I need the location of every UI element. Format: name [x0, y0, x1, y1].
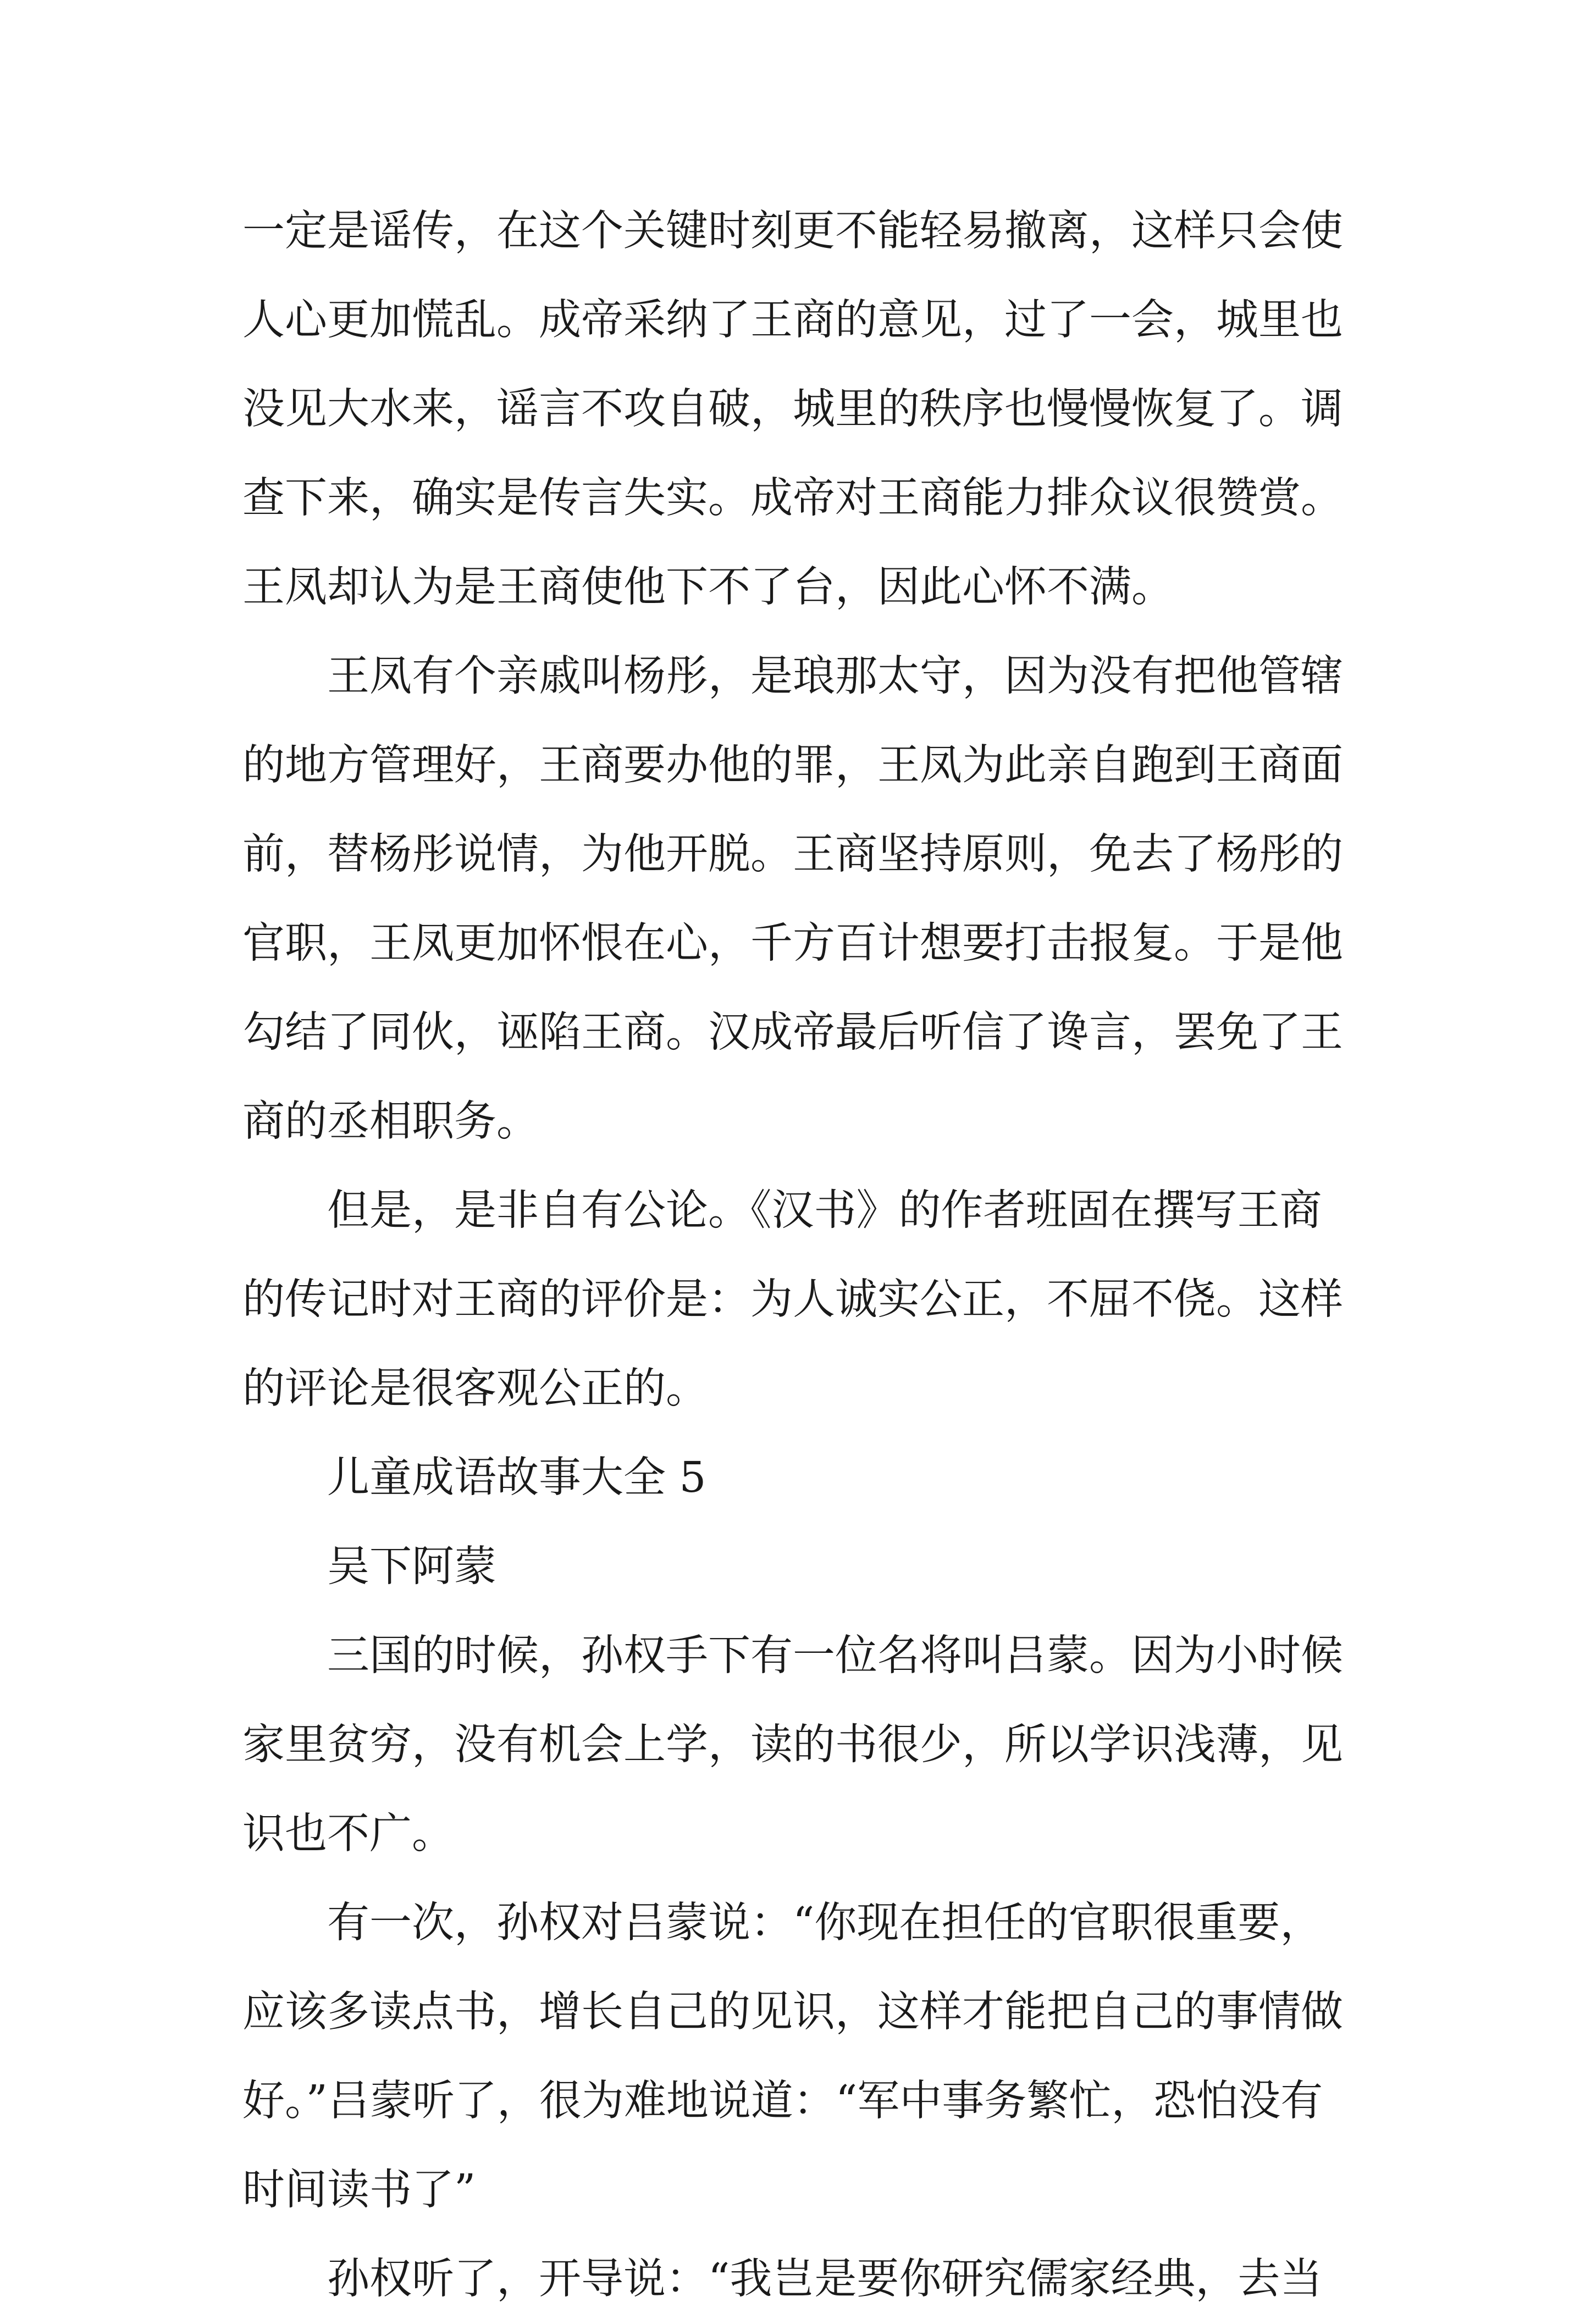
paragraph-lu-meng-intro: 三国的时候，孙权手下有一位名将叫吕蒙。因为小时候家里贫穷，没有机会上学，读的书很少，所以学识浅薄，见识也不广。 — [242, 1631, 1343, 1858]
document-body — [242, 187, 1353, 2324]
story-title: 吴下阿蒙 — [327, 1542, 496, 1591]
paragraph-continuation: 一定是谣传，在这个关键时刻更不能轻易撤离，这样只会使人心更加慌乱。成帝采纳了王商的意见，过了一会，城里也没见大水来，谣言不攻自破，城里的秩序也慢慢恢复了。调查下来，确实是传言失实。成帝对王商能力排众议很赞赏。王凤却认为是王商使他下不了台，因此心怀不满。 — [242, 207, 1343, 612]
paragraph-public-opinion: 但是，是非自有公论。《汉书》的作者班固在撰写王商的传记时对王商的评价是：为人诚实公正，不屈不侥。这样的评论是很客观公正的。 — [242, 1186, 1343, 1413]
paragraph-wang-feng-relative: 王凤有个亲戚叫杨彤，是琅那太守，因为没有把他管辖的地方管理好，王商要办他的罪，王凤为此亲自跑到王商面前，替杨彤说情，为他开脱。王商坚持原则，免去了杨彤的官职，王凤更加怀恨在心，千方百计想要打击报复。于是他勾结了同伙，诬陷王商。汉成帝最后听信了谗言，罢免了王商的丞相职务。 — [242, 652, 1343, 1146]
paragraph-sun-quan-reply: 孙权听了，开导说：“我岂是要你研究儒家经典，去当 — [327, 2255, 1323, 2304]
paragraph-sun-quan-advice: 有一次，孙权对吕蒙说：“你现在担任的官职很重要，应该多读点书，增长自己的见识，这样才能把自己的事情做好。”吕蒙听了，很为难地说道：“军中事务繁忙，恐怕没有时间读书了” — [242, 1899, 1343, 2215]
section-heading: 儿童成语故事大全 5 — [327, 1453, 706, 1502]
